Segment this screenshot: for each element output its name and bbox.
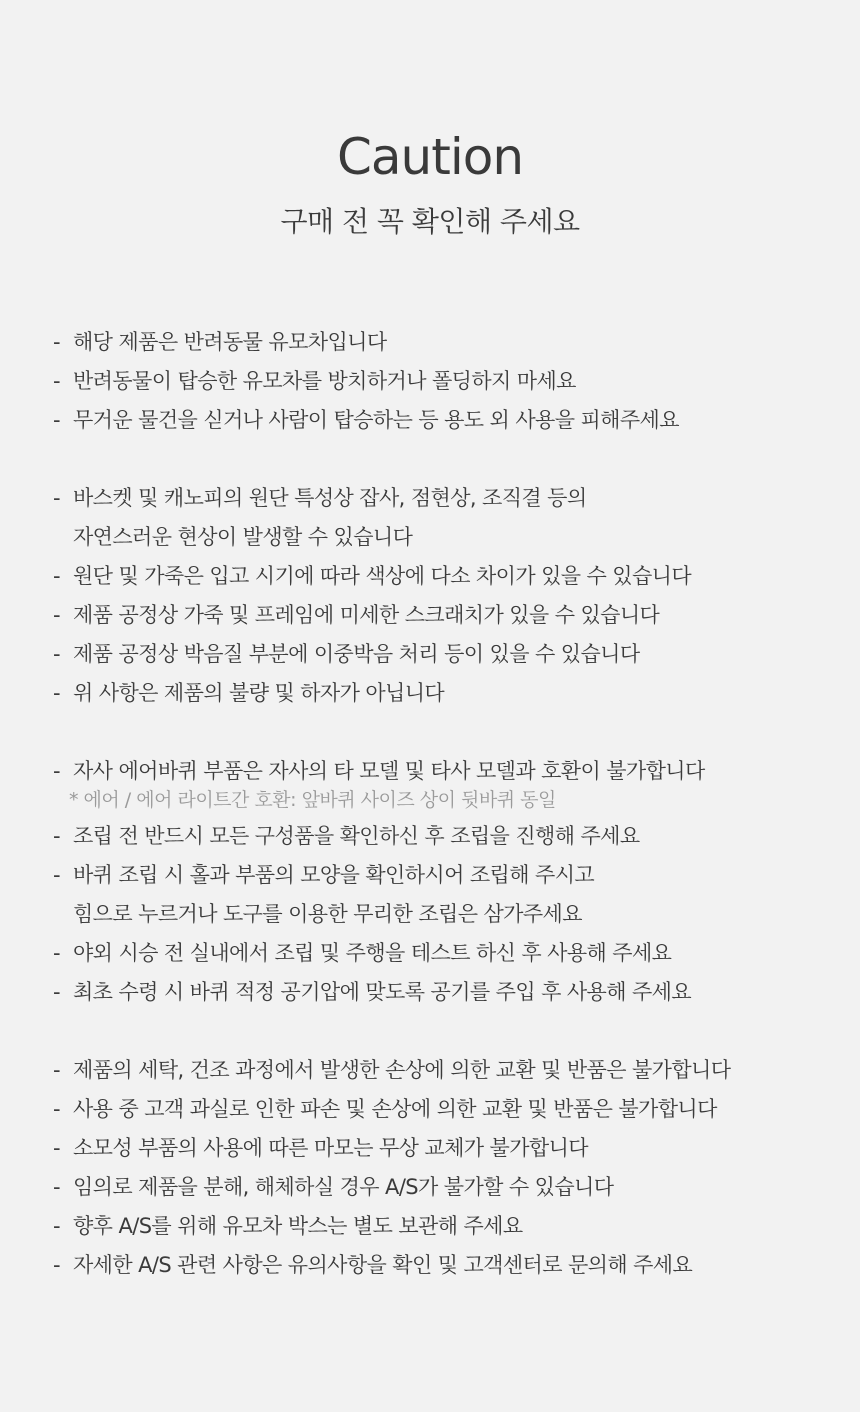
bullet-dash (53, 518, 73, 557)
caution-item (53, 557, 843, 596)
caution-item-text: 임의로 제품을 분해, 해체하실 경우 A/S가 불가할 수 있습니다 (73, 1175, 614, 1199)
caution-item (53, 1090, 843, 1129)
bullet-dash: - (53, 1175, 60, 1199)
bullet-dash: - (53, 941, 60, 965)
bullet-dash: - (53, 486, 60, 510)
caution-item-text: 사용 중 고객 과실로 인한 파손 및 손상에 의한 교환 및 반품은 불가합니다 (73, 1097, 717, 1121)
bullet-dash: - (53, 1136, 60, 1160)
caution-item (53, 1168, 843, 1207)
bullet-dash: - (53, 824, 60, 848)
caution-item (53, 752, 843, 791)
bullet-dash: - (53, 863, 60, 887)
caution-item-text: 바퀴 조립 시 홀과 부품의 모양을 확인하시어 조립해 주시고 (73, 863, 595, 887)
caution-item-text: 제품 공정상 박음질 부분에 이중박음 처리 등이 있을 수 있습니다 (73, 642, 640, 666)
caution-item-text: 바스켓 및 캐노피의 원단 특성상 잡사, 점현상, 조직결 등의 (73, 486, 587, 510)
caution-item-text: 향후 A/S를 위해 유모차 박스는 별도 보관해 주세요 (73, 1214, 523, 1238)
caution-list (53, 323, 843, 1324)
page-title: Caution (336, 128, 524, 186)
bullet-dash: - (53, 642, 60, 666)
caution-item-text: 위 사항은 제품의 불량 및 하자가 아닙니다 (73, 681, 445, 705)
bullet-dash: - (53, 564, 60, 588)
bullet-dash: - (53, 1253, 60, 1277)
bullet-dash: - (53, 330, 60, 354)
caution-item-text: 힘으로 누르거나 도구를 이용한 무리한 조립은 삼가주세요 (73, 902, 582, 926)
caution-note: * 에어 / 에어 라이트간 호환: 앞바퀴 사이즈 상이 뒷바퀴 동일 (69, 789, 556, 811)
bullet-dash: - (53, 369, 60, 393)
caution-item-text: 해당 제품은 반려동물 유모차입니다 (73, 330, 387, 354)
bullet-dash: - (53, 1214, 60, 1238)
caution-item (53, 856, 843, 895)
bullet-dash (53, 895, 73, 934)
caution-item-text: 최초 수령 시 바퀴 적정 공기압에 맞도록 공기를 주입 후 사용해 주세요 (73, 980, 692, 1004)
caution-item-text: 자세한 A/S 관련 사항은 유의사항을 확인 및 고객센터로 문의해 주세요 (73, 1253, 693, 1277)
bullet-dash: - (53, 603, 60, 627)
bullet-dash: - (53, 681, 60, 705)
caution-item-text: 자연스러운 현상이 발생할 수 있습니다 (73, 525, 413, 549)
bullet-dash: - (53, 1097, 60, 1121)
caution-item (53, 934, 843, 973)
bullet-dash: - (53, 1058, 60, 1082)
caution-item (53, 401, 843, 440)
caution-item (53, 973, 843, 1012)
caution-item-text: 원단 및 가죽은 입고 시기에 따라 색상에 다소 차이가 있을 수 있습니다 (73, 564, 692, 588)
caution-item-text: 야외 시승 전 실내에서 조립 및 주행을 테스트 하신 후 사용해 주세요 (73, 941, 672, 965)
caution-item (53, 1051, 843, 1090)
caution-item (53, 596, 843, 635)
caution-item-text: 제품 공정상 가죽 및 프레임에 미세한 스크래치가 있을 수 있습니다 (73, 603, 660, 627)
bullet-dash: - (53, 408, 60, 432)
caution-item (53, 479, 843, 518)
caution-item-text: 자사 에어바퀴 부품은 자사의 타 모델 및 타사 모델과 호환이 불가합니다 (73, 759, 705, 783)
caution-section (53, 752, 843, 1012)
caution-item (53, 1246, 843, 1285)
caution-item (53, 817, 843, 856)
caution-item (53, 518, 843, 557)
caution-section (53, 1051, 843, 1285)
caution-item-text: 제품의 세탁, 건조 과정에서 발생한 손상에 의한 교환 및 반품은 불가합니다 (73, 1058, 731, 1082)
caution-item (53, 895, 843, 934)
caution-section (53, 479, 843, 713)
caution-item (53, 323, 843, 362)
caution-item-text: 무거운 물건을 싣거나 사람이 탑승하는 등 용도 외 사용을 피해주세요 (73, 408, 679, 432)
page-subtitle: 구매 전 꼭 확인해 주세요 (280, 205, 580, 238)
caution-item (53, 635, 843, 674)
caution-item-text: 조립 전 반드시 모든 구성품을 확인하신 후 조립을 진행해 주세요 (73, 824, 640, 848)
caution-item-text: 반려동물이 탑승한 유모차를 방치하거나 폴딩하지 마세요 (73, 369, 576, 393)
bullet-dash: - (53, 759, 60, 783)
caution-section (53, 323, 843, 440)
caution-item (53, 1207, 843, 1246)
caution-item (53, 1129, 843, 1168)
caution-item-text: 소모성 부품의 사용에 따른 마모는 무상 교체가 불가합니다 (73, 1136, 588, 1160)
caution-item (53, 362, 843, 401)
bullet-dash: - (53, 980, 60, 1004)
caution-item (53, 674, 843, 713)
